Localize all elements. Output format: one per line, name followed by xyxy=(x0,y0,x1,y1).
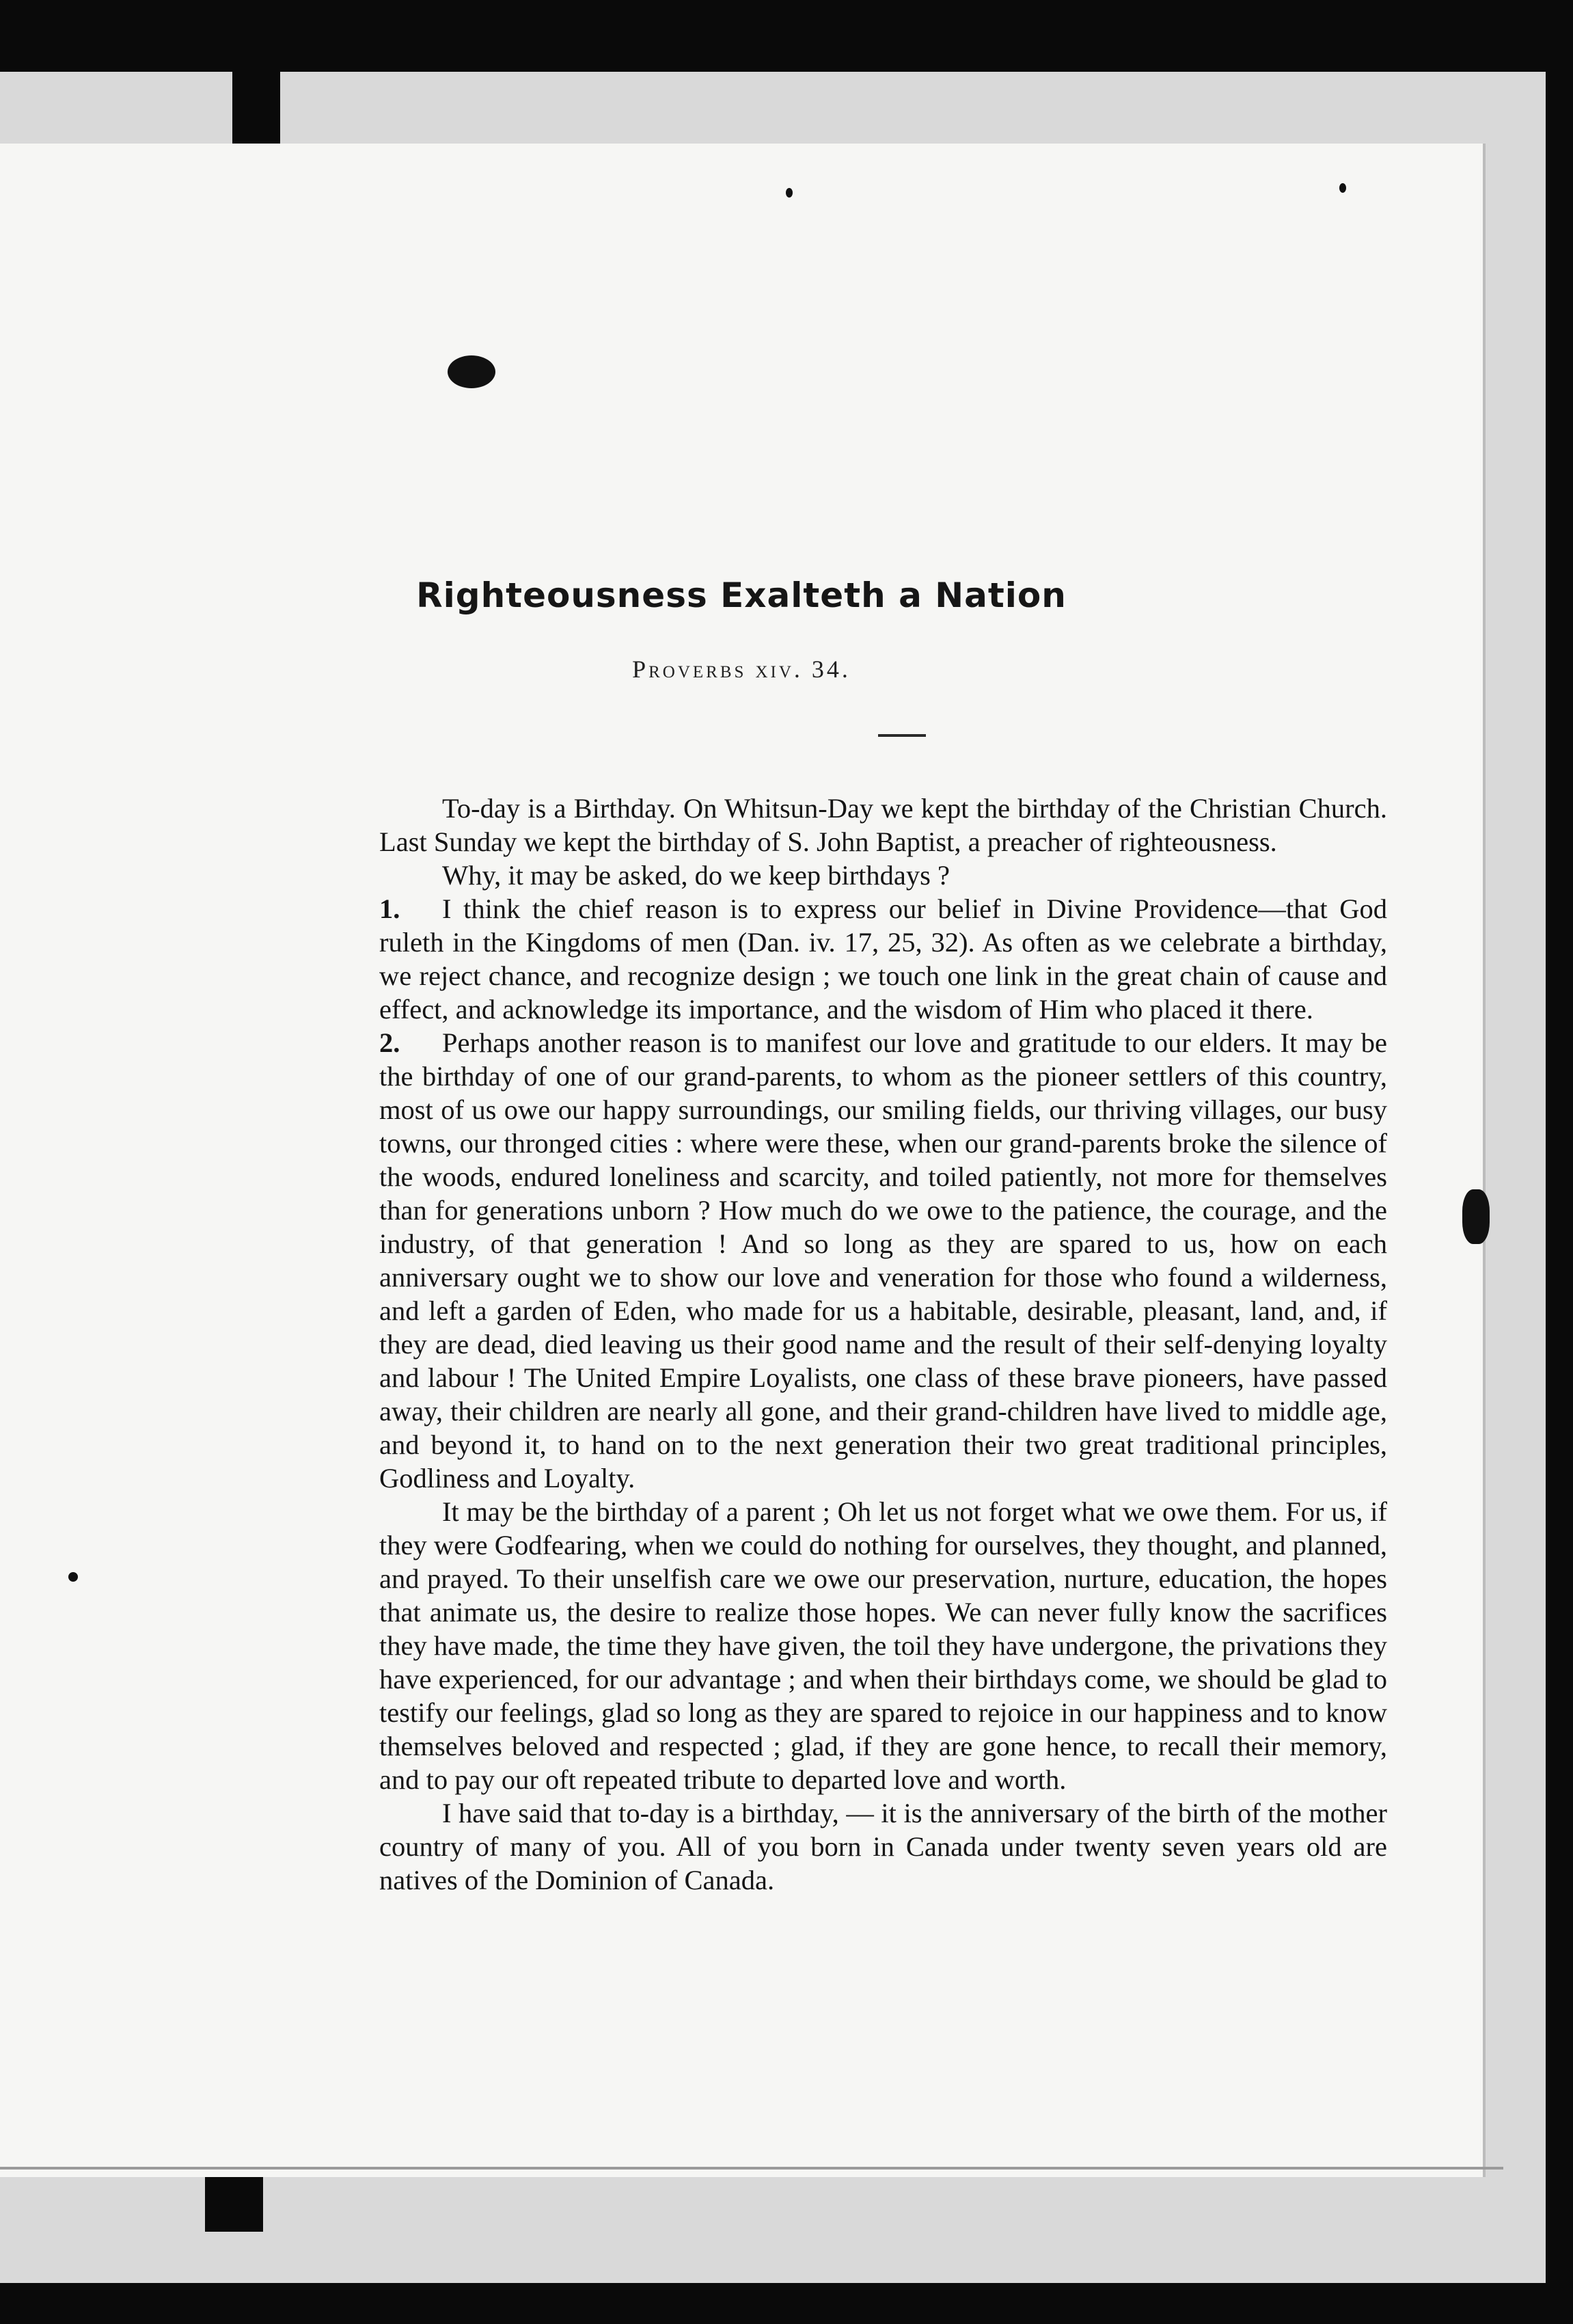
numbered-paragraph xyxy=(379,1026,1387,1495)
page-bottom-edge xyxy=(0,2167,1503,2170)
scripture-reference: Proverbs xiv. 34. xyxy=(632,656,851,683)
paragraph xyxy=(379,792,1387,859)
ink-blot xyxy=(448,355,495,388)
paragraph xyxy=(379,859,1387,892)
document-page xyxy=(0,144,1486,2177)
page-title: Righteousness Exalteth a Nation xyxy=(416,576,1067,615)
ink-speck xyxy=(786,188,793,198)
paragraph-number: 1. xyxy=(379,893,400,924)
paragraph-text: Why, it may be asked, do we keep birthdays ? xyxy=(442,860,950,891)
paragraph-number: 2. xyxy=(379,1027,400,1058)
numbered-paragraph xyxy=(379,892,1387,1026)
ink-speck xyxy=(1339,183,1346,193)
paragraph-text: Perhaps another reason is to manifest our love and gratitude to our elders. It may be the birthday of one of our grand-parents, to whom as the pioneer settlers of this country, most of us owe our happy surroundings, our smiling fields, our thriving villages, our busy towns, our thronged cities : where were these, when our grand-parents broke the silence of the woods, endured loneliness and scarcity, and toiled patiently, not more for themselves than for generations unborn ? How much do we owe to the patience, the courage, and the industry, of that generation ! And so long as they are spared to us, how on each anniversary ought we to show our love and veneration for those who found a wilderness, and left a garden of Eden, who made for us a habitable, desirable, pleasant, land, and, if they are dead, died leaving us their good name and the result of their self-denying loyalty and labour ! The United Empire Loyalists, one class of these brave pioneers, have passed away, their children are nearly all gone, and their grand-children have lived to middle age, and beyond it, to hand on to the next generation their two great traditional principles, Godliness and Loyalty. xyxy=(379,1027,1387,1494)
paragraph-text: I have said that to-day is a birthday, — it is the anniversary of the birth of the mother country of many of you. All of you born in Canada under twenty seven years old are natives of the Dominion of Canada. xyxy=(379,1798,1387,1895)
paragraph-text: It may be the birthday of a parent ; Oh let us not forget what we owe them. For us, if they were Godfearing, when we could do nothing for ourselves, they thought, and planned, and prayed. To their unselfish care we owe our preservation, nurture, education, the hopes that animate us, the desire to realize those hopes. We can never fully know the sacrifices they have made, the time they have given, the toil they have undergone, the privations they have experienced, for our advantage ; and when their birthdays come, we should be glad to testify our feelings, glad so long as they are spared to rejoice in our happiness and to know themselves beloved and respected ; glad, if they are gone hence, to recall their memory, and to pay our oft repeated tribute to departed love and worth. xyxy=(379,1496,1387,1795)
paragraph xyxy=(379,1796,1387,1897)
ink-blot xyxy=(1462,1189,1490,1244)
paragraph-text: To-day is a Birthday. On Whitsun-Day we kept the birthday of the Christian Church. Last Sunday we kept the birthday of S. John Baptist, a preacher of righteousness. xyxy=(379,793,1387,857)
binding-tab-top xyxy=(232,72,280,147)
paragraph-text: I think the chief reason is to express our belief in Divine Providence—that God ruleth in the Kingdoms of men (Dan. iv. 17, 25, 32). As often as we celebrate a birthday, we reject chance, and recognize design ; we touch one link in the great chain of cause and effect, and acknowledge its importance, and the wisdom of Him who placed it there. xyxy=(379,893,1387,1025)
ink-speck xyxy=(68,1572,78,1582)
paragraph xyxy=(379,1495,1387,1796)
body-text xyxy=(379,792,1387,1897)
title-divider xyxy=(878,734,926,737)
